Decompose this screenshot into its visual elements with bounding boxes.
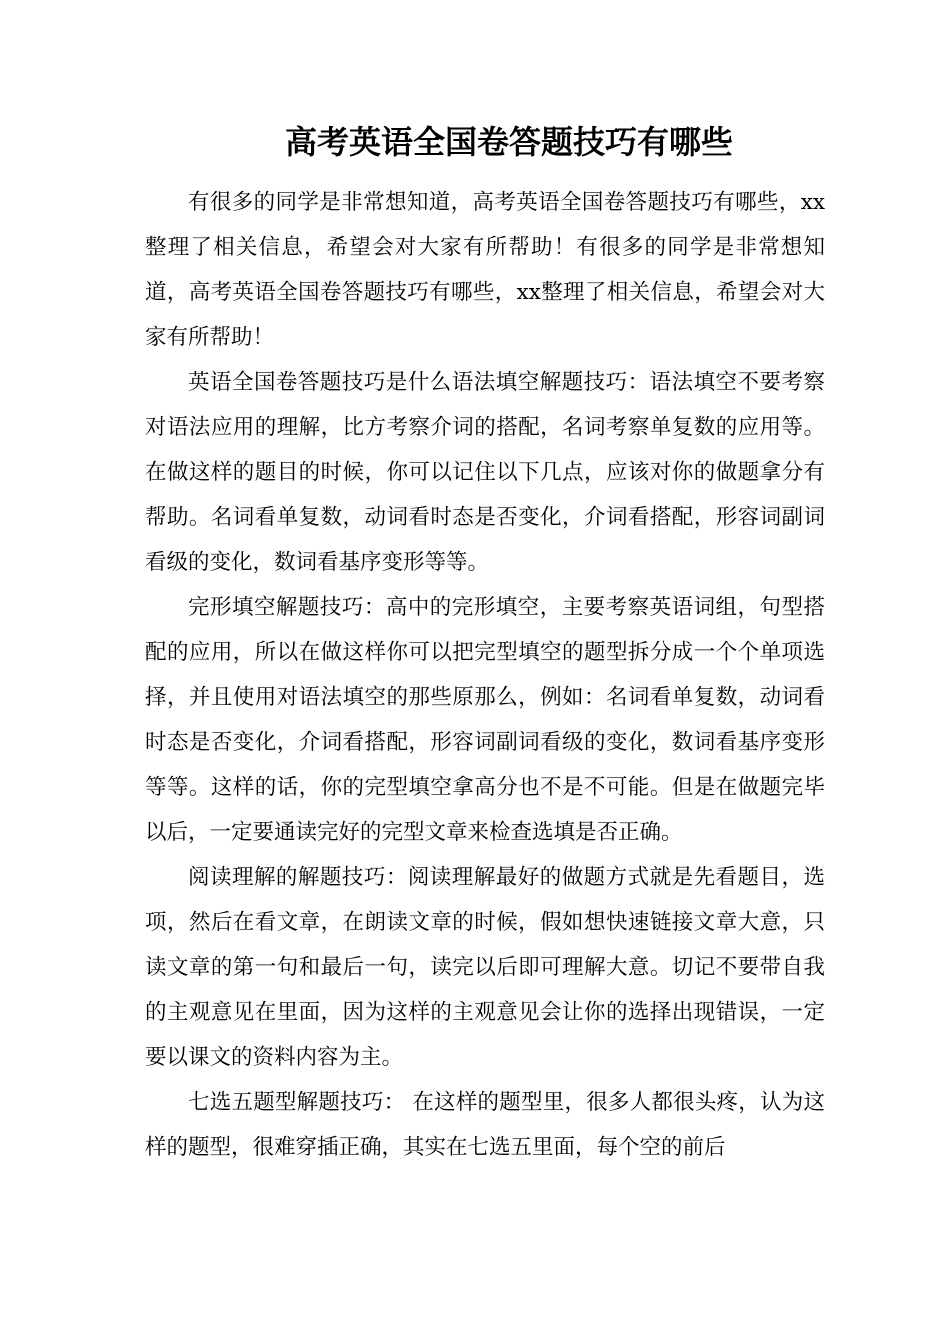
paragraph-cloze: 完形填空解题技巧：高中的完形填空，主要考察英语词组，句型搭配的应用，所以在做这样你可以把完型填空的题型拆分成一个个单项选择，并且使用对语法填空的那些原那么，例如：名词看单复数，动词看时态是否变化，介词看搭配，形容词副词看级的变化，数词看基序变形等等。这样的话，你的完型填空拿高分也不是不可能。但是在做题完毕以后，一定要通读完好的完型文章来检查选填是否正确。 xyxy=(145,595,825,845)
paragraph-intro: 有很多的同学是非常想知道，高考英语全国卷答题技巧有哪些，xx整理了相关信息，希望会对大家有所帮助！有很多的同学是非常想知道，高考英语全国卷答题技巧有哪些，xx整理了相关信息，希望会对大家有所帮助！ xyxy=(145,190,825,350)
paragraph-seven-choose-five: 七选五题型解题技巧： 在这样的题型里，很多人都很头疼，认为这样的题型，很难穿插正确，其实在七选五里面，每个空的前后 xyxy=(145,1090,825,1160)
document-title: 高考英语全国卷答题技巧有哪些 xyxy=(284,123,733,161)
paragraph-grammar-fill: 英语全国卷答题技巧是什么语法填空解题技巧：语法填空不要考察对语法应用的理解，比方考察介词的搭配，名词考察单复数的应用等。在做这样的题目的时候，你可以记住以下几点，应该对你的做题拿分有帮助。名词看单复数，动词看时态是否变化，介词看搭配，形容词副词看级的变化，数词看基序变形等等。 xyxy=(145,370,825,575)
paragraph-reading: 阅读理解的解题技巧：阅读理解最好的做题方式就是先看题目，选项，然后在看文章，在朗读文章的时候，假如想快速链接文章大意，只读文章的第一句和最后一句，读完以后即可理解大意。切记不要带自我的主观意见在里面，因为这样的主观意见会让你的选择出现错误，一定要以课文的资料内容为主。 xyxy=(145,865,825,1070)
document-body xyxy=(145,180,825,1170)
